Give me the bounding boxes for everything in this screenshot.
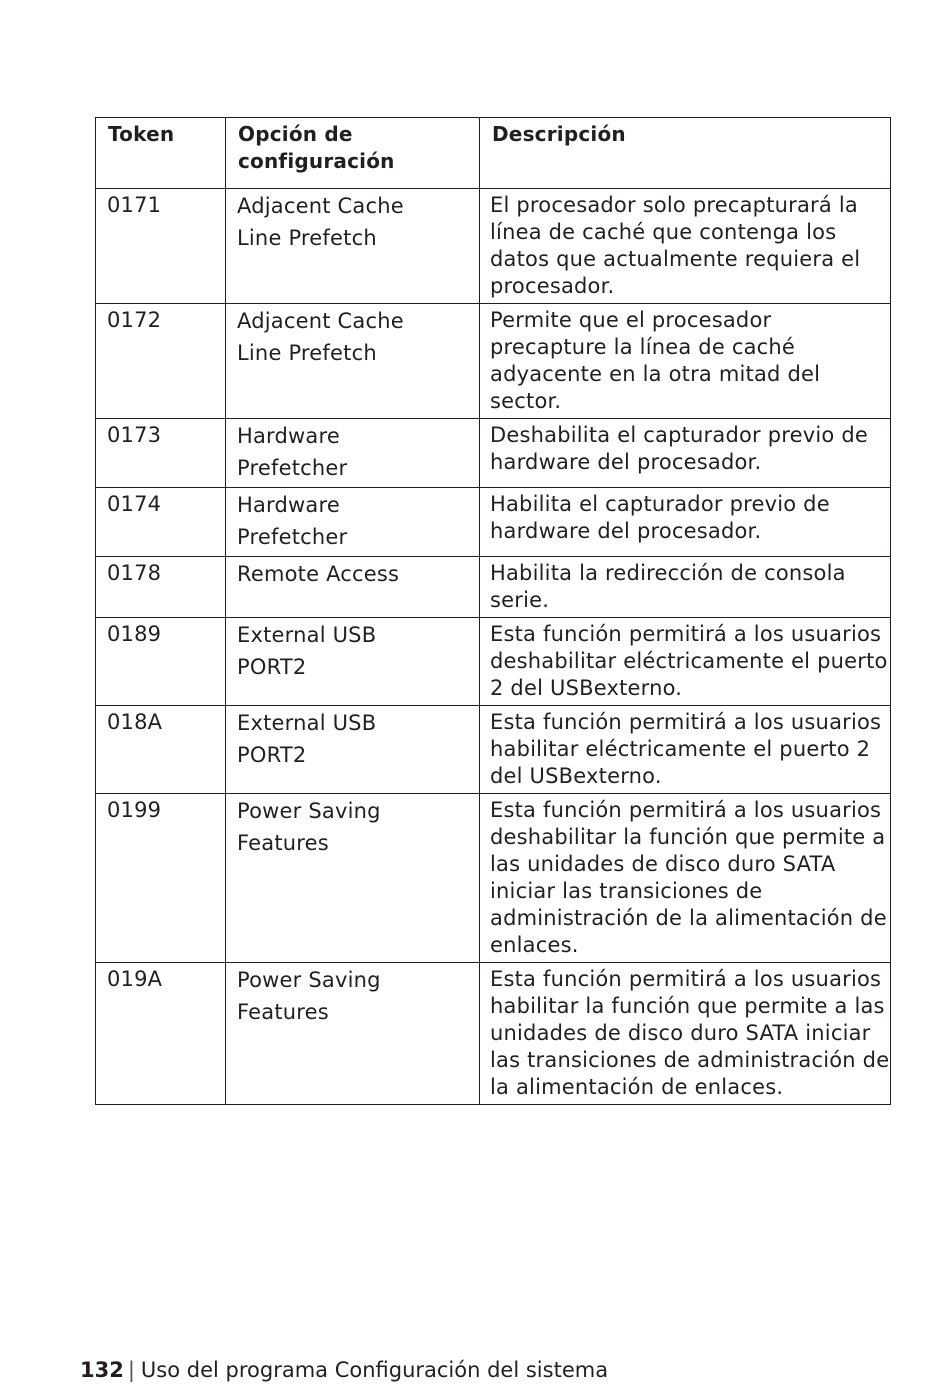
table-row bbox=[96, 488, 891, 557]
description-cell bbox=[480, 963, 891, 1105]
description-cell-text: Esta función permitirá a los usuarios deshabilitar eléctricamente el puerto 2 del USBexterno. bbox=[490, 622, 888, 700]
option-cell bbox=[226, 618, 480, 706]
token-cell-text: 018A bbox=[107, 710, 163, 734]
option-cell bbox=[226, 557, 480, 618]
option-cell bbox=[226, 488, 480, 557]
header-token bbox=[96, 118, 226, 189]
token-cell bbox=[96, 304, 226, 419]
description-cell-text: Permite que el procesador precapture la línea de caché adyacente en la otra mitad del sector. bbox=[490, 308, 821, 413]
table-row bbox=[96, 706, 891, 794]
description-cell bbox=[480, 706, 891, 794]
page-footer bbox=[80, 1355, 608, 1385]
option-cell-text: External USB PORT2 bbox=[237, 623, 377, 679]
description-cell-text: Deshabilita el capturador previo de hardware del procesador. bbox=[490, 423, 868, 474]
option-cell bbox=[226, 189, 480, 304]
token-cell bbox=[96, 963, 226, 1105]
token-cell bbox=[96, 618, 226, 706]
option-cell bbox=[226, 419, 480, 488]
table-row bbox=[96, 304, 891, 419]
token-cell bbox=[96, 794, 226, 963]
token-cell-text: 0172 bbox=[107, 308, 162, 332]
description-cell bbox=[480, 488, 891, 557]
option-cell bbox=[226, 706, 480, 794]
table-row bbox=[96, 189, 891, 304]
token-cell bbox=[96, 488, 226, 557]
option-cell bbox=[226, 794, 480, 963]
table-row bbox=[96, 557, 891, 618]
table-header-row bbox=[96, 118, 891, 189]
description-cell bbox=[480, 557, 891, 618]
header-option-label: Opción de configuración bbox=[238, 122, 395, 173]
option-cell-text: Adjacent Cache Line Prefetch bbox=[237, 309, 404, 365]
token-cell-text: 0171 bbox=[107, 193, 162, 217]
description-cell-text: El procesador solo precapturará la línea de caché que contenga los datos que actualmente requiera el procesador. bbox=[490, 193, 861, 298]
header-description-label: Descripción bbox=[492, 122, 626, 146]
token-cell-text: 0189 bbox=[107, 622, 162, 646]
option-cell-text: Remote Access bbox=[237, 562, 400, 586]
section-title: Uso del programa Configuración del sistema bbox=[140, 1358, 609, 1382]
description-cell-text: Esta función permitirá a los usuarios deshabilitar la función que permite a las unidades de disco duro SATA iniciar las transiciones de administración de la alimentación de enlaces. bbox=[490, 798, 887, 957]
description-cell bbox=[480, 304, 891, 419]
token-cell bbox=[96, 189, 226, 304]
option-cell-text: External USB PORT2 bbox=[237, 711, 377, 767]
token-cell bbox=[96, 557, 226, 618]
option-cell bbox=[226, 304, 480, 419]
description-cell-text: Habilita la redirección de consola serie. bbox=[490, 561, 846, 612]
description-cell bbox=[480, 189, 891, 304]
description-cell bbox=[480, 794, 891, 963]
token-cell-text: 019A bbox=[107, 967, 163, 991]
token-cell-text: 0173 bbox=[107, 423, 162, 447]
token-cell-text: 0199 bbox=[107, 798, 162, 822]
table-row bbox=[96, 618, 891, 706]
header-option bbox=[226, 118, 480, 189]
token-table bbox=[95, 117, 891, 1105]
table-row bbox=[96, 794, 891, 963]
header-description bbox=[480, 118, 891, 189]
page-number: 132 bbox=[80, 1358, 124, 1382]
table-row bbox=[96, 419, 891, 488]
token-cell-text: 0174 bbox=[107, 492, 162, 516]
description-cell-text: Habilita el capturador previo de hardware del procesador. bbox=[490, 492, 830, 543]
option-cell-text: Power Saving Features bbox=[237, 799, 381, 855]
description-cell-text: Esta función permitirá a los usuarios habilitar la función que permite a las unidades de disco duro SATA iniciar las transiciones de administración de la alimentación de enlaces. bbox=[490, 967, 890, 1099]
token-cell bbox=[96, 706, 226, 794]
option-cell bbox=[226, 963, 480, 1105]
footer-separator: | bbox=[127, 1358, 135, 1382]
option-cell-text: Adjacent Cache Line Prefetch bbox=[237, 194, 404, 250]
option-cell-text: Hardware Prefetcher bbox=[237, 424, 348, 480]
header-token-label: Token bbox=[108, 122, 175, 146]
token-cell bbox=[96, 419, 226, 488]
description-cell bbox=[480, 618, 891, 706]
description-cell bbox=[480, 419, 891, 488]
description-cell-text: Esta función permitirá a los usuarios habilitar eléctricamente el puerto 2 del USBexterno. bbox=[490, 710, 882, 788]
token-cell-text: 0178 bbox=[107, 561, 162, 585]
option-cell-text: Power Saving Features bbox=[237, 968, 381, 1024]
option-cell-text: Hardware Prefetcher bbox=[237, 493, 348, 549]
table-row bbox=[96, 963, 891, 1105]
